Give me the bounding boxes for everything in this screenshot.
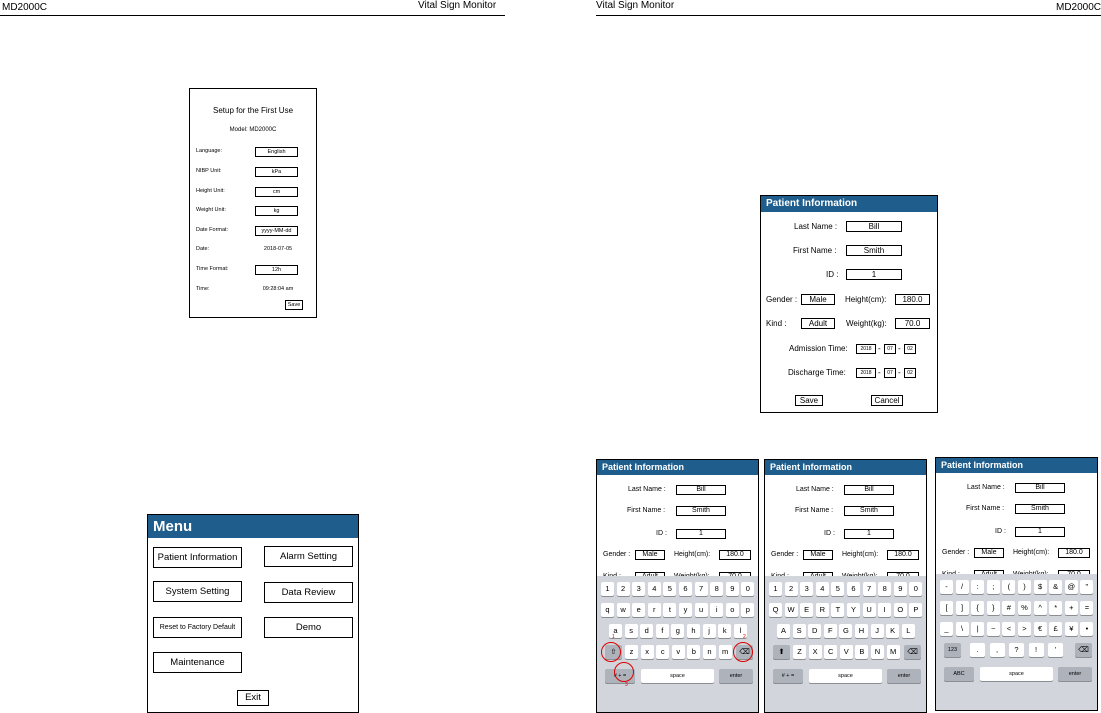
keyboard-key[interactable]: d (640, 624, 653, 638)
keyboard-key[interactable]: A (777, 624, 790, 638)
discharge-day-field[interactable]: 02 (904, 368, 916, 378)
keyboard-key[interactable]: V (840, 645, 853, 659)
menu-title: Menu (148, 515, 358, 538)
date-separator: - (878, 344, 881, 353)
keyboard-key[interactable]: a (609, 624, 622, 638)
setup-title: Setup for the First Use (212, 106, 294, 115)
keyboard-key[interactable]: i (710, 603, 723, 617)
setup-label: NIBP Unit: (196, 168, 222, 174)
keyboard-key[interactable]: 3 (632, 582, 645, 596)
keyboard-key[interactable]: K (886, 624, 899, 638)
left-header-title: Vital Sign Monitor (418, 0, 497, 11)
keyboard-key[interactable]: . (970, 643, 985, 657)
keyboard-key[interactable]: 2 (617, 582, 630, 596)
gender-field[interactable]: Male (635, 550, 665, 560)
keyboard-key[interactable]: \ (956, 622, 969, 636)
first-name-field[interactable]: Smith (1015, 504, 1065, 514)
keyboard-key[interactable]: £ (1049, 622, 1062, 636)
id-field[interactable]: 1 (676, 529, 726, 539)
keyboard-key[interactable]: 7 (863, 582, 876, 596)
keyboard-key[interactable]: D (808, 624, 821, 638)
keyboard-key[interactable]: L (902, 624, 915, 638)
keyboard-key[interactable]: 8 (710, 582, 723, 596)
keyboard-key[interactable]: u (695, 603, 708, 617)
keyboard-key[interactable]: Y (847, 603, 860, 617)
keyboard-key[interactable]: $ (1034, 580, 1047, 594)
weight-label: Weight(kg): (846, 319, 887, 328)
space-key[interactable]: space (809, 669, 882, 683)
keyboard-key[interactable]: F (824, 624, 837, 638)
patient-dialog-title: Patient Information (765, 460, 926, 475)
right-header-title: Vital Sign Monitor (596, 0, 675, 11)
symbols-mode-key[interactable]: # + = (773, 669, 803, 683)
keyboard-key[interactable]: 5 (831, 582, 844, 596)
admission-time-label: Admission Time: (789, 344, 848, 353)
setup-value-text: 2018-07-05 (263, 246, 293, 252)
annotation-circle (614, 662, 634, 682)
data-review-button[interactable]: Data Review (264, 582, 353, 603)
patient-info-keyboard-uppercase (764, 459, 927, 713)
keyboard-key[interactable]: Q (769, 603, 782, 617)
keyboard-key[interactable]: 8 (878, 582, 891, 596)
height-label: Height(cm): (674, 551, 711, 558)
setup-value-field[interactable]: kPa (255, 167, 298, 177)
keyboard-key[interactable]: 7 (695, 582, 708, 596)
gender-label: Gender : (603, 551, 631, 558)
keyboard-key[interactable]: € (1034, 622, 1047, 636)
annotation-number: 1 (612, 634, 615, 640)
admission-day-field[interactable]: 02 (904, 344, 916, 354)
demo-button[interactable]: Demo (264, 617, 353, 638)
keyboard-key[interactable]: ' (1048, 643, 1063, 657)
keyboard-key[interactable]: B (855, 645, 868, 659)
keyboard-key[interactable]: ) (1018, 580, 1031, 594)
keyboard-key[interactable]: U (863, 603, 876, 617)
keyboard-key[interactable]: n (703, 645, 716, 659)
height-label: Height(cm): (842, 551, 879, 558)
first-name-label: First Name : (795, 507, 834, 514)
setup-save-button[interactable]: Save (285, 300, 303, 310)
keyboard-key[interactable]: c (656, 645, 669, 659)
keyboard-key[interactable]: _ (940, 622, 953, 636)
last-name-label: Last Name : (796, 486, 834, 493)
height-field[interactable]: 180.0 (887, 550, 919, 560)
setup-label: Date: (196, 246, 210, 252)
keyboard-key[interactable]: + (1065, 601, 1078, 615)
keyboard-key[interactable]: b (687, 645, 700, 659)
id-label: ID : (656, 530, 667, 537)
keyboard-key[interactable]: } (987, 601, 1000, 615)
gender-field[interactable]: Male (803, 550, 833, 560)
last-name-field[interactable]: Bill (1015, 483, 1065, 493)
keyboard-key[interactable]: p (741, 603, 754, 617)
keyboard-key[interactable]: z (625, 645, 638, 659)
on-screen-keyboard (936, 574, 1097, 710)
keyboard-key[interactable]: f (656, 624, 669, 638)
keyboard-key[interactable]: : (971, 580, 984, 594)
keyboard-key[interactable]: ( (1002, 580, 1015, 594)
right-header-model: MD2000C (1056, 2, 1101, 13)
maintenance-button[interactable]: Maintenance (153, 652, 242, 673)
patient-info-keyboard-lowercase (596, 459, 759, 713)
first-name-label: First Name : (627, 507, 666, 514)
keyboard-key[interactable]: % (1018, 601, 1031, 615)
date-separator: - (898, 368, 901, 377)
keyboard-key[interactable]: X (809, 645, 822, 659)
keyboard-key[interactable]: N (871, 645, 884, 659)
admission-year-field[interactable]: 2018 (856, 344, 876, 354)
keyboard-key[interactable]: G (839, 624, 852, 638)
setup-value-text: 09:28:04 am (262, 286, 294, 292)
setup-value-field[interactable]: cm (255, 187, 298, 197)
height-field[interactable]: 180.0 (1058, 548, 1090, 558)
setup-label: Time: (196, 286, 210, 292)
discharge-month-field[interactable]: 07 (884, 368, 896, 378)
keyboard-key[interactable]: 3 (800, 582, 813, 596)
keyboard-key[interactable]: 1 (769, 582, 782, 596)
weight-field[interactable]: 70.0 (895, 318, 930, 329)
keyboard-key[interactable]: 6 (679, 582, 692, 596)
last-name-field[interactable]: Bill (844, 485, 894, 495)
discharge-year-field[interactable]: 2018 (856, 368, 876, 378)
keyboard-key[interactable]: E (800, 603, 813, 617)
first-name-label: First Name : (966, 505, 1005, 512)
exit-button[interactable]: Exit (237, 690, 269, 706)
keyboard-key[interactable]: ] (956, 601, 969, 615)
gender-field[interactable]: Male (801, 294, 835, 305)
keyboard-key[interactable]: H (855, 624, 868, 638)
setup-value-field[interactable]: yyyy-MM-dd (255, 226, 298, 236)
keyboard-key[interactable]: ~ (987, 622, 1000, 636)
first-name-label: First Name : (793, 246, 837, 255)
shift-outline-icon[interactable]: ⇧ (605, 645, 622, 659)
keyboard-key[interactable]: w (617, 603, 630, 617)
keyboard-key[interactable]: q (601, 603, 614, 617)
id-field[interactable]: 1 (846, 269, 902, 280)
last-name-label: Last Name : (628, 486, 666, 493)
first-name-field[interactable]: Smith (844, 506, 894, 516)
alarm-setting-button[interactable]: Alarm Setting (264, 546, 353, 567)
keyboard-key[interactable]: v (672, 645, 685, 659)
annotation-circle (733, 642, 753, 662)
keyboard-key[interactable]: 9 (726, 582, 739, 596)
date-separator: - (878, 368, 881, 377)
keyboard-key[interactable]: # (1002, 601, 1015, 615)
setup-label: Time Format: (196, 266, 229, 272)
patient-info-keyboard-symbols (935, 457, 1098, 711)
enter-key[interactable]: enter (1058, 667, 1092, 681)
annotation-number: 2 (743, 634, 746, 640)
last-name-label: Last Name : (794, 222, 838, 231)
gender-label: Gender : (942, 549, 970, 556)
id-label: ID : (824, 530, 835, 537)
setup-value-field[interactable]: English (255, 147, 298, 157)
patient-save-button[interactable]: Save (795, 395, 823, 406)
left-header-model: MD2000C (2, 2, 48, 13)
keyboard-key[interactable]: ; (987, 580, 1000, 594)
keyboard-key[interactable]: S (793, 624, 806, 638)
keyboard-key[interactable]: o (726, 603, 739, 617)
keyboard-key[interactable]: ? (1009, 643, 1024, 657)
keyboard-key[interactable]: 2 (785, 582, 798, 596)
patient-cancel-button[interactable]: Cancel (871, 395, 903, 406)
id-label: ID : (826, 270, 839, 279)
date-separator: - (898, 344, 901, 353)
annotation-circle (601, 642, 621, 662)
keyboard-key[interactable]: , (990, 643, 1005, 657)
menu-window (147, 514, 359, 713)
height-label: Height(cm): (845, 295, 887, 304)
setup-label: Language: (196, 148, 222, 154)
setup-label: Date Format: (196, 227, 229, 233)
space-key[interactable]: space (980, 667, 1053, 681)
setup-label: Height Unit: (196, 188, 225, 194)
id-label: ID : (995, 528, 1006, 535)
shift-filled-icon[interactable]: ⬆ (773, 645, 790, 659)
keyboard-key[interactable]: | (971, 622, 984, 636)
keyboard-key[interactable]: I (878, 603, 891, 617)
height-field[interactable]: 180.0 (895, 294, 930, 305)
keyboard-key[interactable]: 0 (741, 582, 754, 596)
keyboard-key[interactable]: m (719, 645, 732, 659)
keyboard-key[interactable]: • (1080, 622, 1093, 636)
patient-information-button[interactable]: Patient Information (153, 547, 242, 568)
keyboard-key[interactable]: [ (940, 601, 953, 615)
patient-dialog-title: Patient Information (597, 460, 758, 475)
keyboard-key[interactable]: h (687, 624, 700, 638)
keyboard-key[interactable]: e (632, 603, 645, 617)
keyboard-key[interactable]: - (940, 580, 953, 594)
keyboard-key[interactable]: 5 (663, 582, 676, 596)
keyboard-key[interactable]: W (785, 603, 798, 617)
letters-mode-key[interactable]: ABC (944, 667, 974, 681)
on-screen-keyboard (597, 576, 758, 712)
keyboard-key[interactable]: y (679, 603, 692, 617)
keyboard-key[interactable]: 9 (894, 582, 907, 596)
kind-label: Kind : (766, 319, 787, 328)
keyboard-key[interactable]: ! (1029, 643, 1044, 657)
keyboard-key[interactable]: Z (793, 645, 806, 659)
setup-label: Weight Unit: (196, 207, 226, 213)
right-header-rule (596, 15, 1101, 16)
gender-field[interactable]: Male (974, 548, 1004, 558)
setup-dialog (189, 88, 317, 318)
reset-factory-default-button[interactable]: Reset to Factory Default (153, 617, 242, 638)
annotation-number: 3 (625, 682, 628, 688)
keyboard-key[interactable]: 6 (847, 582, 860, 596)
system-setting-button[interactable]: System Setting (153, 581, 242, 602)
keyboard-key[interactable]: 4 (816, 582, 829, 596)
admission-month-field[interactable]: 07 (884, 344, 896, 354)
space-key[interactable]: space (641, 669, 714, 683)
patient-dialog-title: Patient Information (761, 196, 937, 212)
keyboard-key[interactable]: M (887, 645, 900, 659)
keyboard-key[interactable]: * (1049, 601, 1062, 615)
keyboard-key[interactable]: " (1080, 580, 1093, 594)
keyboard-key[interactable]: s (625, 624, 638, 638)
keyboard-key[interactable]: ¥ (1065, 622, 1078, 636)
keyboard-key[interactable]: j (703, 624, 716, 638)
first-name-field[interactable]: Smith (676, 506, 726, 516)
height-field[interactable]: 180.0 (719, 550, 751, 560)
setup-value-field[interactable]: 12h (255, 265, 298, 275)
gender-label: Gender : (771, 551, 799, 558)
keyboard-key[interactable]: & (1049, 580, 1062, 594)
kind-field[interactable]: Adult (801, 318, 835, 329)
on-screen-keyboard (765, 576, 926, 712)
left-header-rule (0, 15, 505, 16)
keyboard-key[interactable]: P (909, 603, 922, 617)
enter-key[interactable]: enter (887, 669, 921, 683)
keyboard-key[interactable]: r (648, 603, 661, 617)
backspace-icon[interactable]: ⌫ (904, 645, 921, 659)
keyboard-key[interactable]: k (718, 624, 731, 638)
keyboard-key[interactable]: @ (1065, 580, 1078, 594)
last-name-field[interactable]: Bill (676, 485, 726, 495)
keyboard-key[interactable]: { (971, 601, 984, 615)
setup-value-field[interactable]: kg (255, 206, 298, 216)
setup-model: Model: MD2000C (229, 127, 277, 133)
first-name-field[interactable]: Smith (846, 245, 902, 256)
patient-dialog-title: Patient Information (936, 458, 1097, 473)
keyboard-key[interactable]: 0 (909, 582, 922, 596)
keyboard-key[interactable]: O (894, 603, 907, 617)
patient-information-dialog (760, 195, 938, 413)
keyboard-key[interactable]: = (1080, 601, 1093, 615)
gender-label: Gender : (766, 295, 798, 304)
keyboard-key[interactable]: g (671, 624, 684, 638)
discharge-time-label: Discharge Time: (788, 368, 846, 377)
last-name-label: Last Name : (967, 484, 1005, 491)
backspace-icon[interactable]: ⌫ (1075, 643, 1092, 657)
keyboard-key[interactable]: 1 (601, 582, 614, 596)
keyboard-key[interactable]: t (663, 603, 676, 617)
backspace-icon[interactable]: ⌫ (736, 645, 753, 659)
keyboard-key[interactable]: R (816, 603, 829, 617)
keyboard-key[interactable]: / (956, 580, 969, 594)
numbers-mode-key[interactable]: 123 (944, 643, 961, 657)
keyboard-key[interactable]: > (1018, 622, 1031, 636)
keyboard-key[interactable]: J (871, 624, 884, 638)
keyboard-key[interactable]: l (734, 624, 747, 638)
symbols-mode-key[interactable]: # + = (605, 669, 635, 683)
id-field[interactable]: 1 (844, 529, 894, 539)
last-name-field[interactable]: Bill (846, 221, 902, 232)
id-field[interactable]: 1 (1015, 527, 1065, 537)
keyboard-key[interactable]: < (1002, 622, 1015, 636)
enter-key[interactable]: enter (719, 669, 753, 683)
keyboard-key[interactable]: ^ (1034, 601, 1047, 615)
keyboard-key[interactable]: C (824, 645, 837, 659)
keyboard-key[interactable]: 4 (648, 582, 661, 596)
height-label: Height(cm): (1013, 549, 1050, 556)
keyboard-key[interactable]: x (641, 645, 654, 659)
keyboard-key[interactable]: T (831, 603, 844, 617)
